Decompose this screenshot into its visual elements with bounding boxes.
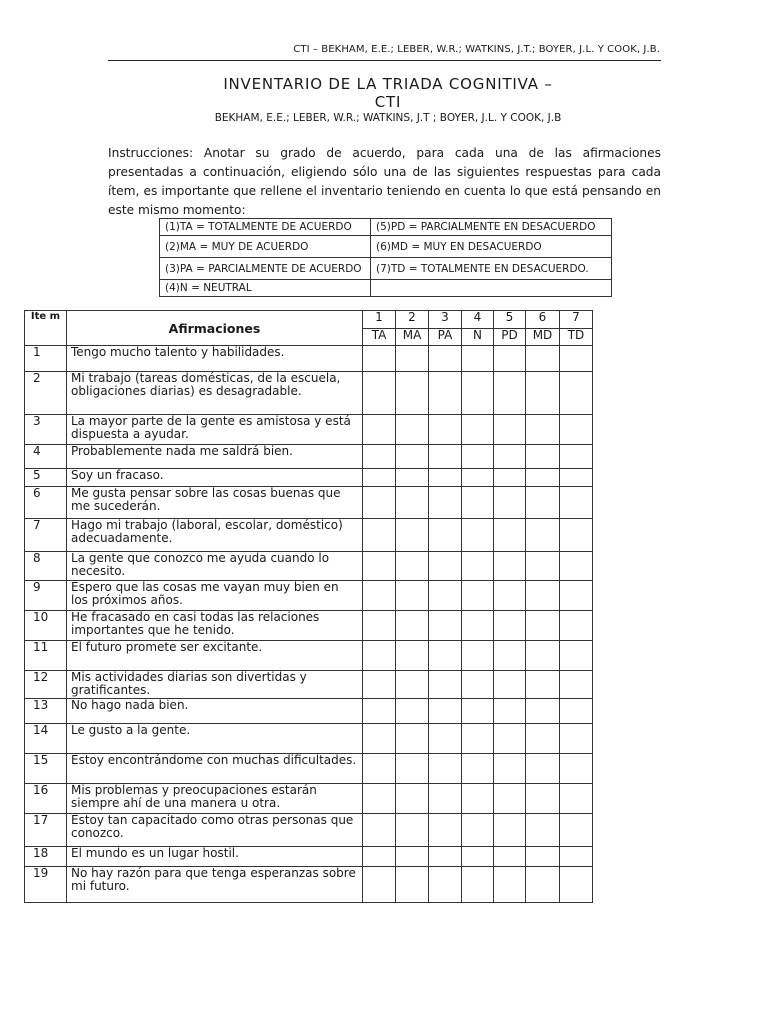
item-number: 16 <box>25 784 67 814</box>
response-cell[interactable] <box>462 469 494 487</box>
response-cell[interactable] <box>526 784 560 814</box>
response-cell[interactable] <box>494 415 526 445</box>
response-cell[interactable] <box>429 641 462 671</box>
response-cell[interactable] <box>396 784 429 814</box>
response-cell[interactable] <box>429 445 462 469</box>
response-cell[interactable] <box>363 847 396 867</box>
scale-number: 2 <box>396 311 429 329</box>
response-cell[interactable] <box>494 699 526 724</box>
item-number: 13 <box>25 699 67 724</box>
response-cell[interactable] <box>526 814 560 847</box>
response-cell[interactable] <box>494 346 526 372</box>
response-cell[interactable] <box>526 847 560 867</box>
response-cell[interactable] <box>363 552 396 581</box>
response-cell[interactable] <box>462 445 494 469</box>
response-cell[interactable] <box>560 519 593 552</box>
statement-text: La mayor parte de la gente es amistosa y está dispuesta a ayudar. <box>67 415 363 445</box>
scale-code: N <box>462 329 494 346</box>
response-cell[interactable] <box>494 847 526 867</box>
response-cell[interactable] <box>462 754 494 784</box>
response-cell[interactable] <box>363 784 396 814</box>
response-cell[interactable] <box>363 415 396 445</box>
response-cell[interactable] <box>363 487 396 519</box>
response-cell[interactable] <box>429 415 462 445</box>
response-cell[interactable] <box>462 487 494 519</box>
response-cell[interactable] <box>462 671 494 699</box>
statement-text: Mis problemas y preocupaciones estarán siempre ahí de una manera u otra. <box>67 784 363 814</box>
response-cell[interactable] <box>494 611 526 641</box>
response-cell[interactable] <box>526 469 560 487</box>
legend-cell <box>371 280 612 297</box>
response-cell[interactable] <box>396 581 429 611</box>
response-cell[interactable] <box>429 784 462 814</box>
response-cell[interactable] <box>526 487 560 519</box>
response-cell[interactable] <box>494 487 526 519</box>
response-cell[interactable] <box>396 487 429 519</box>
legend-cell: (2)MA = MUY DE ACUERDO <box>160 236 371 258</box>
response-cell[interactable] <box>363 372 396 415</box>
statement-text: No hago nada bien. <box>67 699 363 724</box>
response-cell[interactable] <box>363 469 396 487</box>
response-cell[interactable] <box>526 581 560 611</box>
statements-header: Afirmaciones <box>67 311 363 346</box>
response-cell[interactable] <box>526 519 560 552</box>
response-cell[interactable] <box>494 372 526 415</box>
response-cell[interactable] <box>363 699 396 724</box>
response-cell[interactable] <box>560 847 593 867</box>
item-number: 9 <box>25 581 67 611</box>
response-cell[interactable] <box>396 847 429 867</box>
response-cell[interactable] <box>560 346 593 372</box>
response-cell[interactable] <box>363 724 396 754</box>
response-cell[interactable] <box>363 641 396 671</box>
response-cell[interactable] <box>526 867 560 903</box>
response-cell[interactable] <box>429 469 462 487</box>
response-cell[interactable] <box>396 641 429 671</box>
scale-code: PD <box>494 329 526 346</box>
response-cell[interactable] <box>560 784 593 814</box>
response-cell[interactable] <box>494 581 526 611</box>
item-number: 17 <box>25 814 67 847</box>
response-cell[interactable] <box>560 415 593 445</box>
response-cell[interactable] <box>363 671 396 699</box>
response-cell[interactable] <box>560 611 593 641</box>
item-number: 18 <box>25 847 67 867</box>
response-cell[interactable] <box>526 372 560 415</box>
statement-text: El futuro promete ser excitante. <box>67 641 363 671</box>
response-cell[interactable] <box>462 784 494 814</box>
response-cell[interactable] <box>396 611 429 641</box>
statement-text: He fracasado en casi todas las relaciones importantes que he tenido. <box>67 611 363 641</box>
instructions-paragraph: Instrucciones: Anotar su grado de acuerdo, para cada una de las afirmaciones presentadas a continuación, eligiendo sólo una de las siguientes respuestas para cada ítem, es importante que rellene el inventario teniendo en cuenta lo que está pensando en este mismo momento: <box>108 146 661 217</box>
response-cell[interactable] <box>494 552 526 581</box>
response-cell[interactable] <box>396 519 429 552</box>
response-cell[interactable] <box>462 724 494 754</box>
response-cell[interactable] <box>560 814 593 847</box>
response-cell[interactable] <box>462 847 494 867</box>
response-cell[interactable] <box>494 519 526 552</box>
header-rule <box>108 60 661 61</box>
response-cell[interactable] <box>429 699 462 724</box>
item-number: 11 <box>25 641 67 671</box>
response-cell[interactable] <box>526 724 560 754</box>
statement-text: Espero que las cosas me vayan muy bien en los próximos años. <box>67 581 363 611</box>
title-line-2: CTI <box>374 93 402 111</box>
scale-code: TA <box>363 329 396 346</box>
response-cell[interactable] <box>560 867 593 903</box>
response-cell[interactable] <box>494 784 526 814</box>
response-cell[interactable] <box>429 724 462 754</box>
scale-number: 7 <box>560 311 593 329</box>
response-cell[interactable] <box>526 671 560 699</box>
statement-text: La gente que conozco me ayuda cuando lo necesito. <box>67 552 363 581</box>
response-legend <box>159 218 612 297</box>
statement-text: Estoy tan capacitado como otras personas que conozco. <box>67 814 363 847</box>
scale-code: TD <box>560 329 593 346</box>
response-cell[interactable] <box>494 671 526 699</box>
response-cell[interactable] <box>429 814 462 847</box>
response-cell[interactable] <box>526 699 560 724</box>
response-cell[interactable] <box>494 754 526 784</box>
authors-line: BEKHAM, E.E.; LEBER, W.R.; WATKINS, J.T ; BOYER, J.L. Y COOK, J.B <box>214 112 562 124</box>
response-cell[interactable] <box>396 372 429 415</box>
response-cell[interactable] <box>494 469 526 487</box>
response-cell[interactable] <box>462 519 494 552</box>
scale-number: 1 <box>363 311 396 329</box>
legend-cell: (4)N = NEUTRAL <box>160 280 371 297</box>
response-cell[interactable] <box>526 754 560 784</box>
statement-text: Me gusta pensar sobre las cosas buenas que me sucederán. <box>67 487 363 519</box>
response-cell[interactable] <box>429 671 462 699</box>
response-cell[interactable] <box>363 445 396 469</box>
response-cell[interactable] <box>462 641 494 671</box>
response-cell[interactable] <box>560 552 593 581</box>
response-cell[interactable] <box>462 415 494 445</box>
response-cell[interactable] <box>396 699 429 724</box>
response-cell[interactable] <box>363 814 396 847</box>
title-line-1: INVENTARIO DE LA TRIADA COGNITIVA – <box>223 75 553 93</box>
response-cell[interactable] <box>429 372 462 415</box>
item-number: 15 <box>25 754 67 784</box>
legend-cell: (3)PA = PARCIALMENTE DE ACUERDO <box>160 258 371 280</box>
response-cell[interactable] <box>526 641 560 671</box>
item-number: 19 <box>25 867 67 903</box>
response-cell[interactable] <box>429 847 462 867</box>
response-cell[interactable] <box>494 641 526 671</box>
statement-text: Mis actividades diarias son divertidas y gratificantes. <box>67 671 363 699</box>
response-cell[interactable] <box>363 519 396 552</box>
statement-text: Soy un fracaso. <box>67 469 363 487</box>
statement-text: Tengo mucho talento y habilidades. <box>67 346 363 372</box>
response-cell[interactable] <box>560 581 593 611</box>
statement-text: El mundo es un lugar hostil. <box>67 847 363 867</box>
response-cell[interactable] <box>429 867 462 903</box>
response-cell[interactable] <box>560 724 593 754</box>
statement-text: Mi trabajo (tareas domésticas, de la escuela, obligaciones diarias) es desagradable. <box>67 372 363 415</box>
response-cell[interactable] <box>462 611 494 641</box>
response-cell[interactable] <box>396 346 429 372</box>
response-cell[interactable] <box>396 552 429 581</box>
response-cell[interactable] <box>363 867 396 903</box>
response-cell[interactable] <box>560 699 593 724</box>
response-cell[interactable] <box>494 814 526 847</box>
response-cell[interactable] <box>396 469 429 487</box>
legend-cell: (6)MD = MUY EN DESACUERDO <box>371 236 612 258</box>
response-cell[interactable] <box>462 372 494 415</box>
statement-text: Hago mi trabajo (laboral, escolar, doméstico) adecuadamente. <box>67 519 363 552</box>
response-cell[interactable] <box>363 346 396 372</box>
response-cell[interactable] <box>363 581 396 611</box>
response-cell[interactable] <box>560 372 593 415</box>
response-cell[interactable] <box>462 699 494 724</box>
response-cell[interactable] <box>462 581 494 611</box>
item-number: 2 <box>25 372 67 415</box>
item-number: 3 <box>25 415 67 445</box>
legend-cell: (7)TD = TOTALMENTE EN DESACUERDO. <box>371 258 612 280</box>
item-number: 7 <box>25 519 67 552</box>
item-number: 1 <box>25 346 67 372</box>
item-number: 14 <box>25 724 67 754</box>
response-cell[interactable] <box>396 415 429 445</box>
legend-cell: (1)TA = TOTALMENTE DE ACUERDO <box>160 219 371 236</box>
item-number: 10 <box>25 611 67 641</box>
response-cell[interactable] <box>560 754 593 784</box>
response-cell[interactable] <box>363 754 396 784</box>
item-number: 4 <box>25 445 67 469</box>
scale-number: 3 <box>429 311 462 329</box>
scale-number: 5 <box>494 311 526 329</box>
response-cell[interactable] <box>560 445 593 469</box>
running-header: CTI – BEKHAM, E.E.; LEBER, W.R.; WATKINS, J.T.; BOYER, J.L. Y COOK, J.B. <box>293 44 660 55</box>
response-cell[interactable] <box>462 867 494 903</box>
response-cell[interactable] <box>396 671 429 699</box>
scale-code: MA <box>396 329 429 346</box>
legend-cell: (5)PD = PARCIALMENTE EN DESACUERDO <box>371 219 612 236</box>
response-cell[interactable] <box>429 581 462 611</box>
response-cell[interactable] <box>560 469 593 487</box>
statement-text: Estoy encontrándome con muchas dificultades. <box>67 754 363 784</box>
response-cell[interactable] <box>396 867 429 903</box>
scale-number: 4 <box>462 311 494 329</box>
scale-number: 6 <box>526 311 560 329</box>
document-title <box>108 75 668 111</box>
response-cell[interactable] <box>396 814 429 847</box>
response-cell[interactable] <box>526 415 560 445</box>
response-cell[interactable] <box>526 552 560 581</box>
response-cell[interactable] <box>462 346 494 372</box>
statement-text: Probablemente nada me saldrá bien. <box>67 445 363 469</box>
response-cell[interactable] <box>429 346 462 372</box>
response-cell[interactable] <box>396 754 429 784</box>
item-number-header: Íte m <box>25 311 67 346</box>
item-number: 6 <box>25 487 67 519</box>
item-number: 5 <box>25 469 67 487</box>
item-number: 12 <box>25 671 67 699</box>
response-cell[interactable] <box>560 487 593 519</box>
response-cell[interactable] <box>462 814 494 847</box>
response-cell[interactable] <box>560 671 593 699</box>
response-cell[interactable] <box>429 552 462 581</box>
response-cell[interactable] <box>494 724 526 754</box>
response-cell[interactable] <box>396 445 429 469</box>
response-cell[interactable] <box>429 487 462 519</box>
scale-code: PA <box>429 329 462 346</box>
item-number: 8 <box>25 552 67 581</box>
response-cell[interactable] <box>429 519 462 552</box>
response-cell[interactable] <box>363 611 396 641</box>
response-cell[interactable] <box>429 754 462 784</box>
response-cell[interactable] <box>526 445 560 469</box>
statement-text: No hay razón para que tenga esperanzas sobre mi futuro. <box>67 867 363 903</box>
response-cell[interactable] <box>494 445 526 469</box>
response-cell[interactable] <box>526 346 560 372</box>
inventory-table <box>24 310 593 903</box>
response-cell[interactable] <box>526 611 560 641</box>
response-cell[interactable] <box>494 867 526 903</box>
response-cell[interactable] <box>396 724 429 754</box>
scale-code: MD <box>526 329 560 346</box>
response-cell[interactable] <box>429 611 462 641</box>
statement-text: Le gusto a la gente. <box>67 724 363 754</box>
response-cell[interactable] <box>560 641 593 671</box>
response-cell[interactable] <box>462 552 494 581</box>
